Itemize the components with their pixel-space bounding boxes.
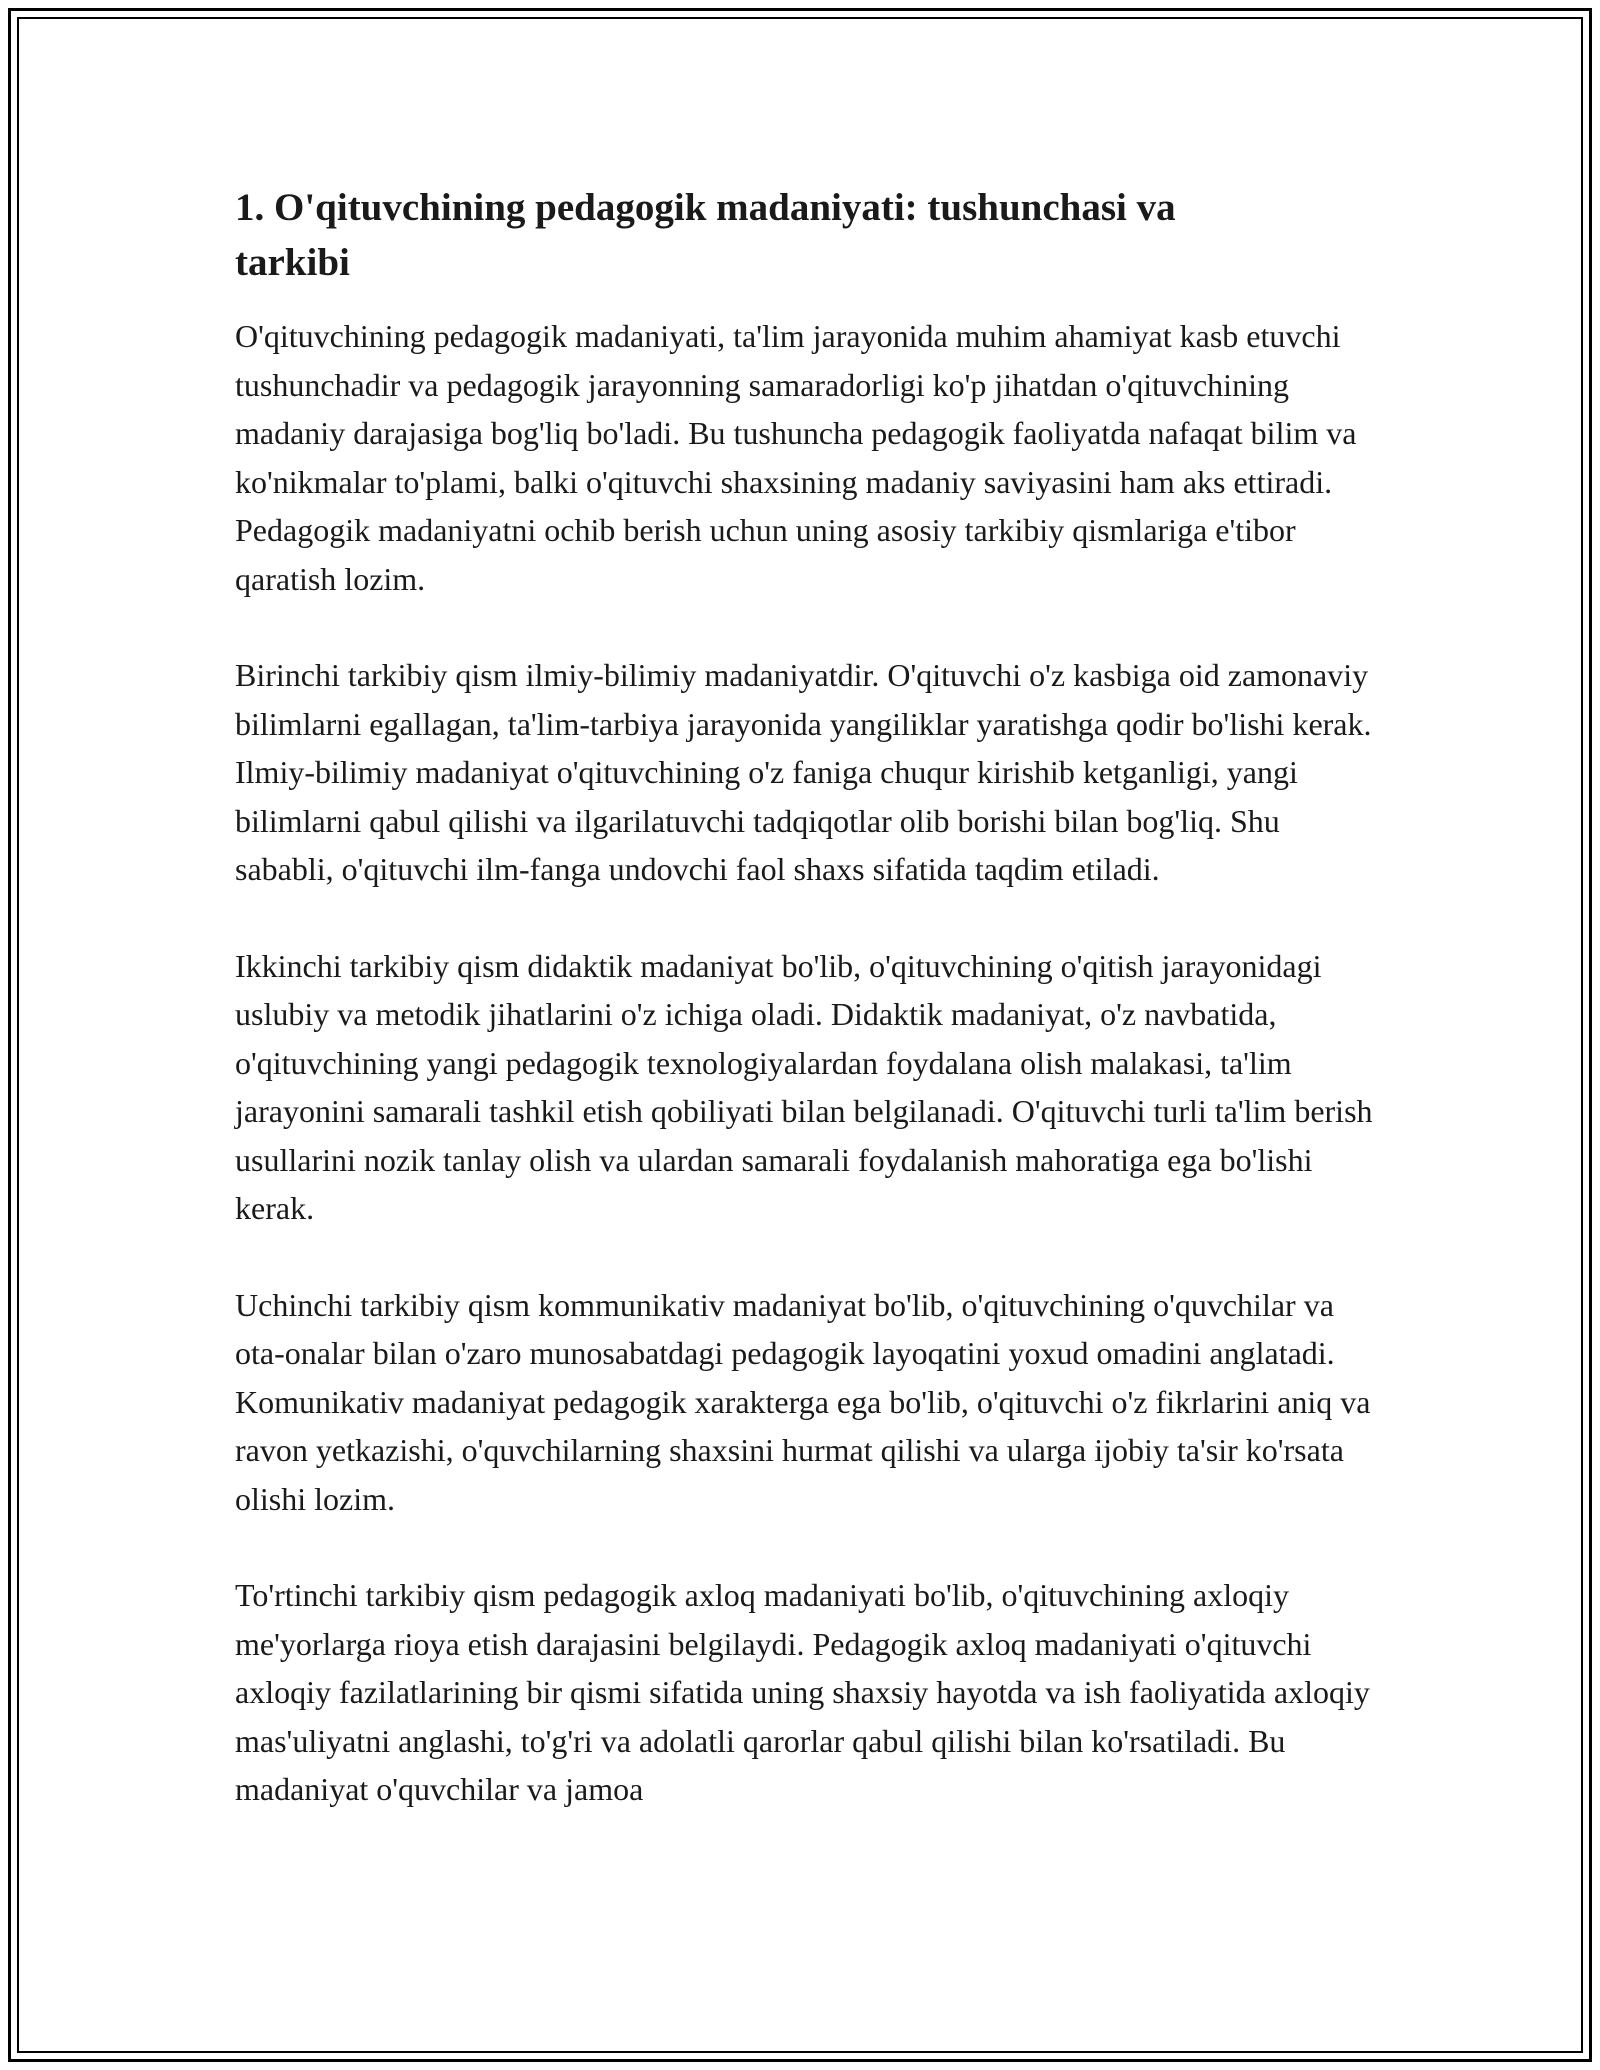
paragraph-fourth-component: To'rtinchi tarkibiy qism pedagogik axloq madaniyati bo'lib, o'qituvchining axloqiy me'yorlarga rioya etish darajasini belgilaydi. Pedagogik axloq madaniyati o'qituvchi axloqiy fazilatlarining bir qismi sifatida uning shaxsiy hayotda va ish faoliyatida axloqiy mas'uliyatni anglashi, to'g'ri va adolatli qarorlar qabul qilishi bilan ko'rsatiladi. Bu madaniyat o'quvchilar va jamoa: [235, 1577, 1370, 1807]
paragraph-second-component: Ikkinchi tarkibiy qism didaktik madaniyat bo'lib, o'qituvchining o'qitish jarayonidagi uslubiy va metodik jihatlarini o'z ichiga oladi. Didaktik madaniyat, o'z navbatida, o'qituvchining yangi pedagogik texnologiyalardan foydalana olish malakasi, ta'lim jarayonini samarali tashkil etish qobiliyati bilan belgilanadi. O'qituvchi turli ta'lim berish usullarini nozik tanlay olish va ulardan samarali foydalanish mahoratiga ega bo'lishi kerak.: [235, 947, 1373, 1226]
paragraph-third-component: Uchinchi tarkibiy qism kommunikativ madaniyat bo'lib, o'qituvchining o'quvchilar va ota-onalar bilan o'zaro munosabatdagi pedagogik layoqatini yoxud omadini anglatadi. Komunikativ madaniyat pedagogik xarakterga ega bo'lib, o'qituvchi o'z fikrlarini aniq va ravon yetkazishi, o'quvchilarning shaxsini hurmat qilishi va ularga ijobiy ta'sir ko'rsata olishi lozim.: [235, 1286, 1371, 1517]
document-content: [235, 180, 1385, 1862]
paragraph-intro: O'qituvchining pedagogik madaniyati, ta'lim jarayonida muhim ahamiyat kasb etuvchi tushunchadir va pedagogik jarayonning samaradorligi ko'p jihatdan o'qituvchining madaniy darajasiga bog'liq bo'ladi. Bu tushuncha pedagogik faoliyatda nafaqat bilim va ko'nikmalar to'plami, balki o'qituvchi shaxsining madaniy saviyasini ham aks ettiradi. Pedagogik madaniyatni ochib berish uchun uning asosiy tarkibiy qismlariga e'tibor qaratish lozim.: [235, 318, 1357, 597]
section-heading: 1. O'qituvchining pedagogik madaniyati: tushunchasi va tarkibi: [235, 186, 1176, 284]
paragraph-first-component: Birinchi tarkibiy qism ilmiy-bilimiy madaniyatdir. O'qituvchi o'z kasbiga oid zamonaviy bilimlarni egallagan, ta'lim-tarbiya jarayonida yangiliklar yaratishga qodir bo'lishi kerak. Ilmiy-bilimiy madaniyat o'qituvchining o'z faniga chuqur kirishib ketganligi, yangi bilimlarni qabul qilishi va ilgarilatuvchi tadqiqotlar olib borishi bilan bog'liq. Shu sababli, o'qituvchi ilm-fanga undovchi faol shaxs sifatida taqdim etiladi.: [235, 657, 1372, 887]
